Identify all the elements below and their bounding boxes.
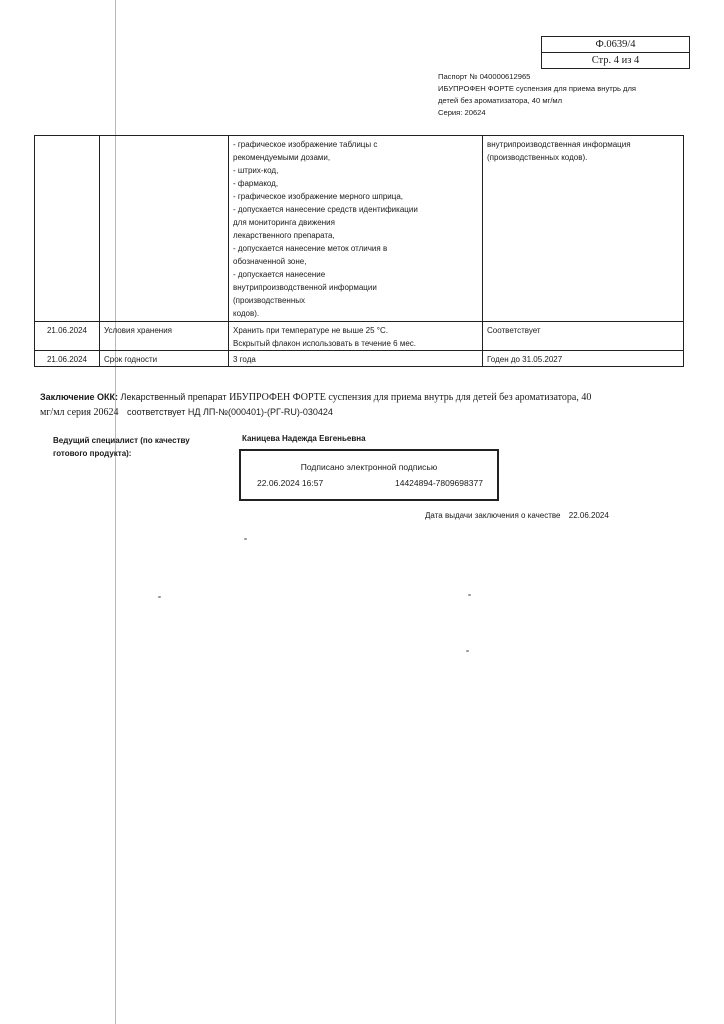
- page-number: Стр. 4 из 4: [542, 52, 689, 68]
- specialist-label-line-1: Ведущий специалист (по качеству: [53, 436, 190, 445]
- result-line: Соответствует: [487, 326, 541, 335]
- requirement-line: Хранить при температуре не выше 25 °С.: [233, 326, 388, 335]
- scan-speck: [244, 538, 247, 540]
- requirement-line: 3 года: [233, 355, 256, 364]
- cell-requirement: [229, 136, 483, 322]
- cell-date: 21.06.2024: [35, 322, 100, 351]
- requirement-line: - графическое изображение таблицы с: [233, 140, 378, 149]
- form-code-box: [541, 36, 690, 69]
- cell-parameter: Срок годности: [100, 351, 229, 367]
- product-name-line-1: ИБУПРОФЕН ФОРТЕ суспензия для приема внутрь для: [438, 84, 636, 93]
- requirement-line: (производственных: [233, 296, 305, 305]
- cell-result: [483, 322, 684, 351]
- conclusion-product: ИБУПРОФЕН ФОРТЕ суспензия для приема внутрь для детей без ароматизатора, 40: [229, 392, 592, 403]
- quality-table-body: [35, 136, 684, 367]
- result-line: Годен до 31.05.2027: [487, 355, 563, 364]
- conclusion-compliance: соответствует НД ЛП-№(000401)-(РГ-RU)-030424: [127, 407, 333, 417]
- specialist-name: Каницева Надежда Евгеньевна: [242, 434, 366, 443]
- cell-parameter: [100, 136, 229, 322]
- specialist-label-line-2: готового продукта):: [53, 449, 132, 458]
- requirement-line: рекомендуемыми дозами,: [233, 153, 331, 162]
- issue-date: 22.06.2024: [568, 511, 609, 520]
- product-name-line-2: детей без ароматизатора, 40 мг/мл: [438, 96, 563, 105]
- cell-result: [483, 136, 684, 322]
- signature-datetime: 22.06.2024 16:57: [257, 478, 324, 488]
- scan-speck: [158, 596, 161, 598]
- form-code: Ф.0639/4: [595, 39, 636, 50]
- requirement-line: лекарственного препарата,: [233, 231, 335, 240]
- requirement-line: для мониторинга движения: [233, 218, 335, 227]
- electronic-signature-stamp: [239, 449, 499, 501]
- table-row: [35, 351, 684, 367]
- requirement-line: - допускается нанесение средств идентификации: [233, 205, 418, 214]
- conclusion-block: [40, 390, 620, 420]
- cell-date: [35, 136, 100, 322]
- conclusion-label: Заключение ОКК:: [40, 392, 119, 402]
- requirement-line: Вскрытый флакон использовать в течение 6 мес.: [233, 339, 417, 348]
- table-row: [35, 136, 684, 322]
- passport-number: Паспорт № 040000612965: [438, 72, 531, 81]
- result-line: внутрипроизводственная информация: [487, 140, 631, 149]
- issue-date-line: [425, 511, 609, 520]
- result-line: (производственных кодов).: [487, 153, 588, 162]
- table-row: [35, 322, 684, 351]
- requirement-line: - допускается нанесение: [233, 270, 326, 279]
- cell-result: [483, 351, 684, 367]
- series-number: Серия: 20624: [438, 108, 486, 117]
- specialist-label: [53, 434, 223, 460]
- issue-date-label: Дата выдачи заключения о качестве: [425, 511, 561, 520]
- requirement-line: - фармакод,: [233, 179, 279, 188]
- scan-speck: [466, 650, 469, 652]
- conclusion-text-a: Лекарственный препарат: [120, 392, 227, 402]
- requirement-line: - графическое изображение мерного шприца,: [233, 192, 404, 201]
- requirement-line: обозначенной зоне,: [233, 257, 307, 266]
- requirement-line: внутрипроизводственной информации: [233, 283, 377, 292]
- scan-speck: [468, 594, 471, 596]
- cell-date: 21.06.2024: [35, 351, 100, 367]
- signature-id: 14424894-7809698377: [395, 478, 483, 488]
- requirement-line: - штрих-код,: [233, 166, 279, 175]
- requirement-line: - допускается нанесение меток отличия в: [233, 244, 388, 253]
- quality-table: [34, 135, 684, 367]
- cell-requirement: [229, 322, 483, 351]
- cell-parameter: Условия хранения: [100, 322, 229, 351]
- conclusion-series: мг/мл серия 20624: [40, 407, 119, 418]
- requirement-line: кодов).: [233, 309, 260, 318]
- passport-block: [438, 71, 653, 119]
- cell-requirement: [229, 351, 483, 367]
- signature-title: Подписано электронной подписью: [300, 462, 438, 472]
